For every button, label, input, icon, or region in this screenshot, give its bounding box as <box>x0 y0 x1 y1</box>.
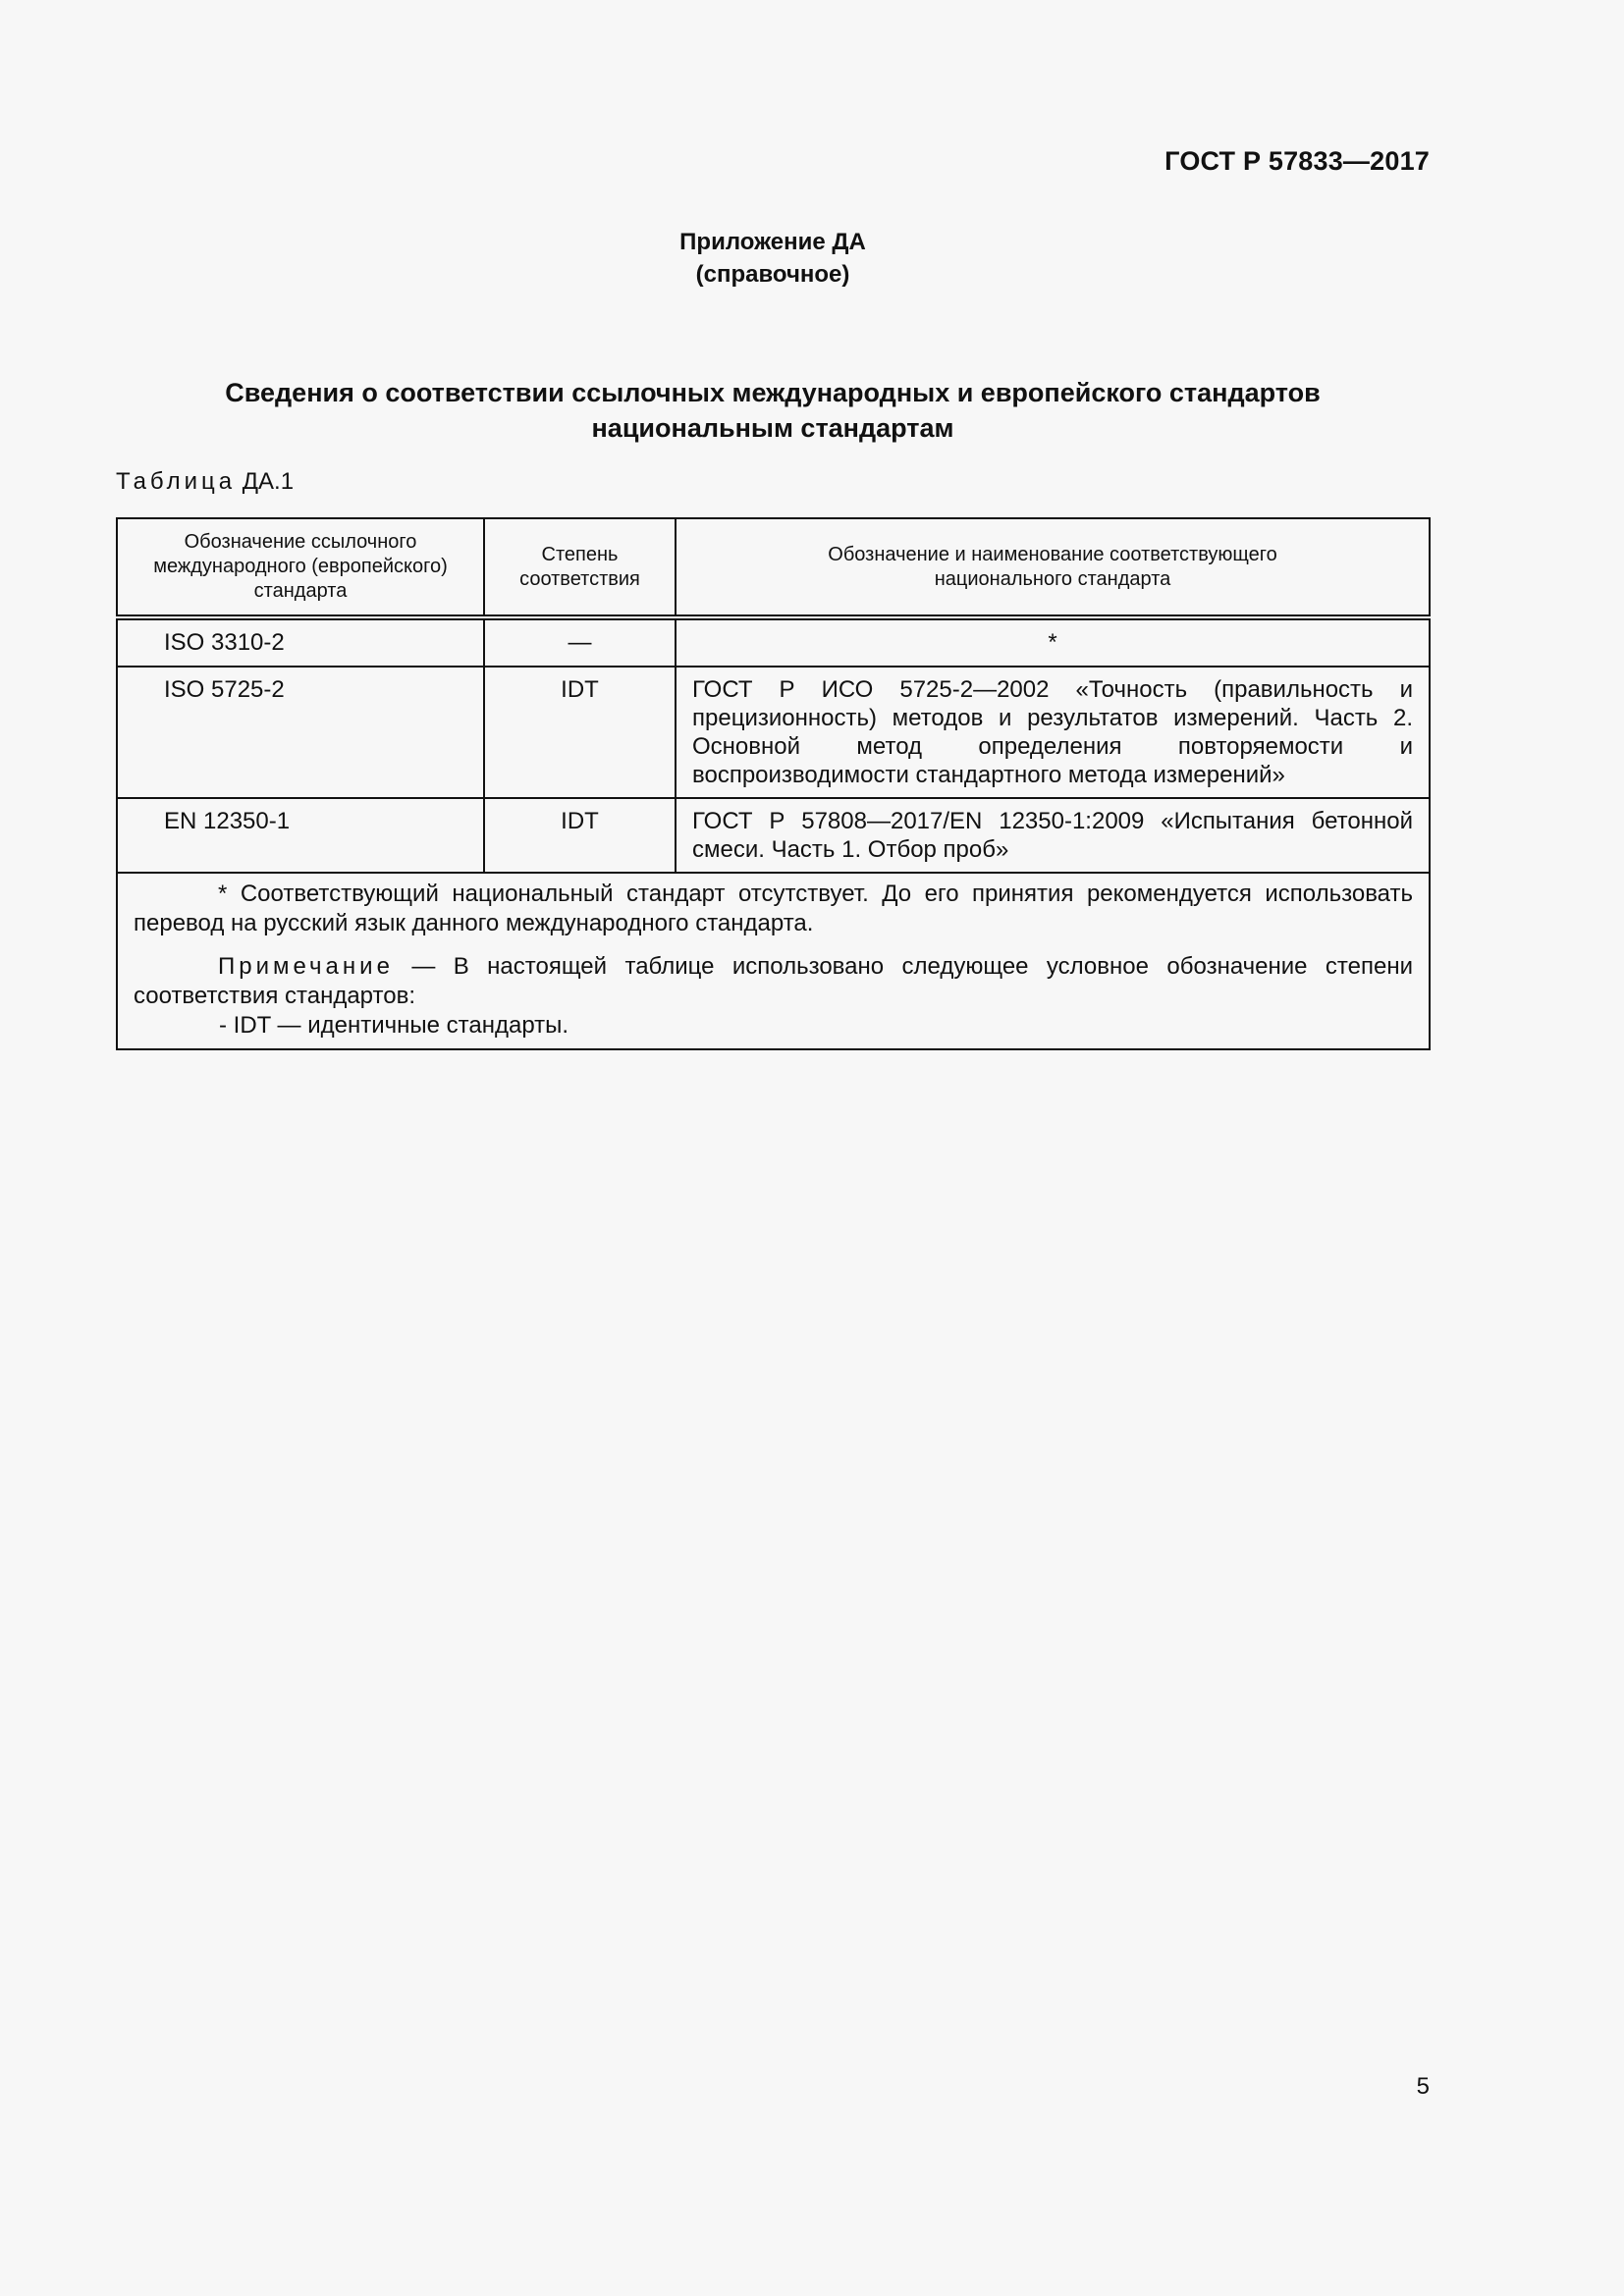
correspondence-table <box>116 517 1431 1050</box>
cell-national: ГОСТ Р ИСО 5725-2—2002 «Точность (правильность и прецизионность) методов и результатов измерений. Часть 2. Основной метод определения повторяемости и воспроизводимости стандартного метода измерений» <box>676 667 1430 798</box>
table-row <box>117 667 1430 798</box>
appendix-subtitle: (справочное) <box>695 261 850 288</box>
section-title <box>0 375 1545 446</box>
cell-national: ГОСТ Р 57808—2017/EN 12350-1:2009 «Испытания бетонной смеси. Часть 1. Отбор проб» <box>676 798 1430 873</box>
section-title-line-1: Сведения о соответствии ссылочных международных и европейского стандартов <box>225 378 1321 407</box>
table-caption <box>116 468 294 496</box>
table-note <box>134 952 1413 1011</box>
page-number: 5 <box>1416 2073 1430 2100</box>
table-header-row <box>117 518 1430 617</box>
table-footnote: * Соответствующий национальный стандарт отсутствует. До его принятия рекомендуется использовать перевод на русский язык данного международного стандарта. <box>134 881 1413 936</box>
cell-reference-code: ISO 5725-2 <box>117 667 484 798</box>
cell-degree: — <box>484 617 676 667</box>
note-label: Примечание <box>218 953 394 980</box>
cell-degree: IDT <box>484 798 676 873</box>
document-code: ГОСТ Р 57833—2017 <box>1164 146 1430 176</box>
cell-reference-code: EN 12350-1 <box>117 798 484 873</box>
table-caption-id: ДА.1 <box>242 468 295 495</box>
cell-national: * <box>676 617 1430 667</box>
header-reference-standard: Обозначение ссылочного международного (европейского) стандарта <box>117 518 484 617</box>
table-notes <box>117 873 1430 1049</box>
table-row <box>117 798 1430 873</box>
appendix-heading <box>0 226 1545 291</box>
table-caption-word: Таблица <box>116 468 237 495</box>
note-list-item: - IDT — идентичные стандарты. <box>219 1012 569 1039</box>
section-title-line-2: национальным стандартам <box>591 413 954 443</box>
table-row <box>117 617 1430 667</box>
header-degree: Степень соответствия <box>484 518 676 617</box>
cell-degree: IDT <box>484 667 676 798</box>
cell-reference-code: ISO 3310-2 <box>117 617 484 667</box>
table-notes-row <box>117 873 1430 1049</box>
note-text: — В настоящей таблице использовано следующее условное обозначение степени соответствия стандартов: <box>134 953 1413 1009</box>
appendix-title: Приложение ДА <box>679 229 866 255</box>
header-national-standard: Обозначение и наименование соответствующего национального стандарта <box>676 518 1430 617</box>
